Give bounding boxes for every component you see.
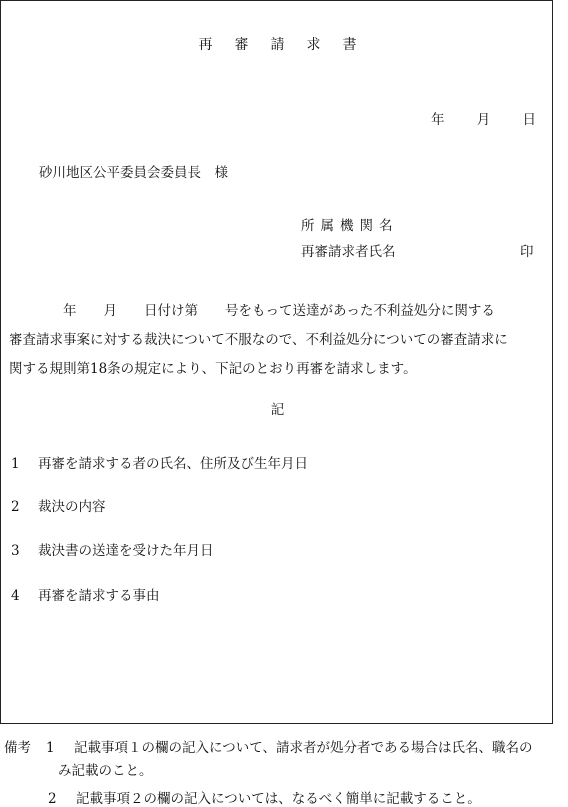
- item-number: 4: [11, 588, 20, 604]
- item-number: 3: [11, 543, 20, 559]
- ki-heading: 記: [270, 402, 285, 418]
- item-text: 裁決の内容: [38, 499, 106, 515]
- body-line: 関する規則第18条の規定により、下記のとおり再審を請求します。: [9, 361, 417, 377]
- note-number: 1: [46, 740, 55, 756]
- item-text: 再審を請求する者の氏名、住所及び生年月日: [38, 456, 308, 472]
- note-item: [48, 793, 481, 807]
- body-line: 年 月 日付け第 号をもって送達があった不利益処分に関する: [9, 303, 495, 319]
- item-text: 再審を請求する事由: [38, 588, 160, 604]
- seal-mark: 印: [520, 244, 534, 260]
- item-text: 裁決書の送達を受けた年月日: [38, 543, 214, 559]
- note-text: 記載事項２の欄の記入については、なるべく簡単に記載すること。: [76, 791, 481, 807]
- list-item: [11, 545, 214, 559]
- note-item: [4, 742, 532, 756]
- note-text: 記載事項１の欄の記入について、請求者が処分者である場合は氏名、職名の: [74, 740, 533, 756]
- notes-label: 備考: [4, 740, 31, 756]
- form-title: 再審請求書: [198, 37, 379, 53]
- note-continuation: み記載のこと。: [58, 763, 153, 779]
- list-item: [11, 458, 308, 472]
- body-line: 審査請求事案に対する裁決について不服なので、不利益処分についての審査請求に: [9, 332, 508, 348]
- requester-name-label: 再審請求者氏名: [301, 244, 396, 260]
- list-item: [11, 501, 106, 515]
- affiliation-label: 所属機関名: [301, 218, 399, 234]
- date-row: [431, 114, 536, 128]
- item-number: 1: [11, 456, 20, 472]
- note-number: 2: [48, 791, 57, 807]
- date-year-label: 年: [431, 112, 445, 128]
- list-item: [11, 590, 160, 604]
- item-number: 2: [11, 499, 20, 515]
- date-month-label: 月: [476, 112, 491, 128]
- date-day-label: 日: [522, 112, 536, 128]
- addressee: 砂川地区公平委員会委員長 様: [39, 165, 228, 181]
- request-body-paragraph: [9, 297, 549, 384]
